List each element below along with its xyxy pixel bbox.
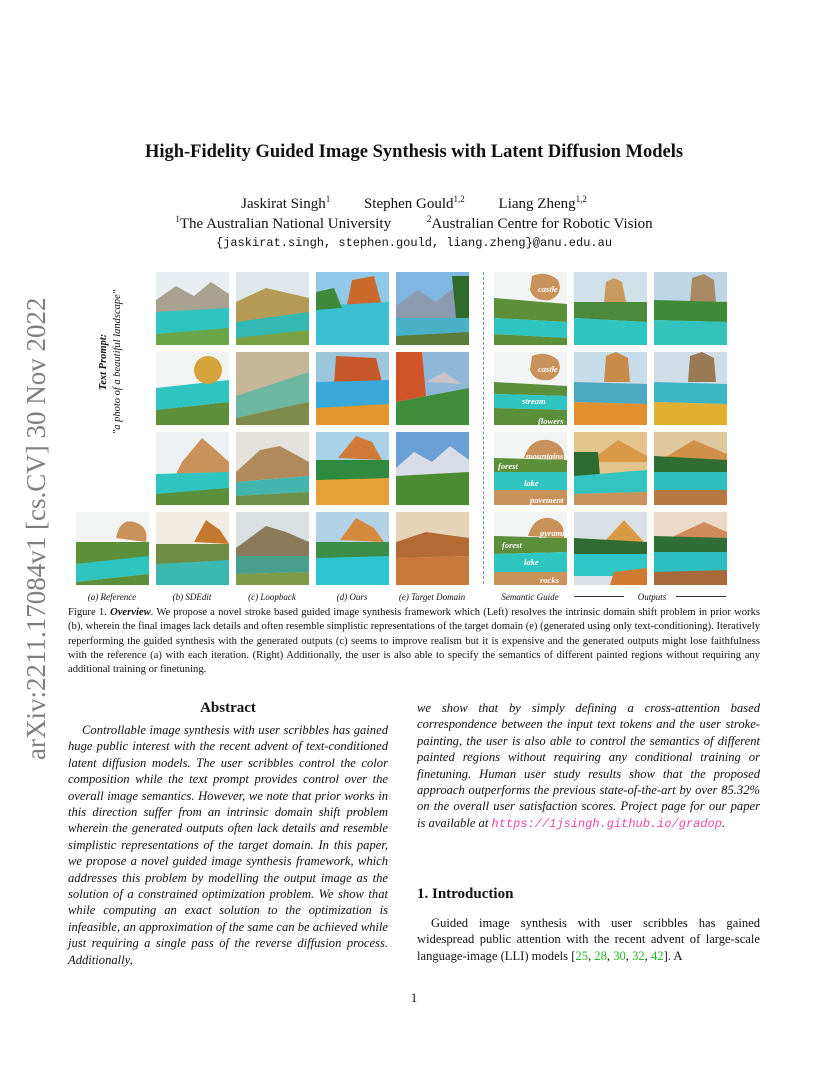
figure-tile [236,272,309,345]
region-label: rocks [540,575,559,585]
output-tile [654,512,727,585]
prompt-heading: Text Prompt: [98,333,109,391]
citation-link[interactable]: 25 [575,948,588,963]
region-label: forest [498,461,518,471]
column-label: (e) Target Domain [398,592,466,602]
figure-tile [396,432,469,505]
project-page-link[interactable]: https://1jsingh.github.io/gradop [491,816,722,831]
region-label: castle [538,364,558,374]
paper-title: High-Fidelity Guided Image Synthesis with Latent Diffusion Models [144,142,684,162]
column-label: (b) SDEdit [172,592,212,602]
intro-body: Guided image synthesis with user scribbles has gained widespread public attention with the recent advent of large-scale language-image (LLI) models [ [417,916,760,963]
abstract-continued [417,700,760,832]
affiliation-2: $^2$Australian Centre for Robotic Vision [426,214,653,232]
author-3: Liang Zheng$^{1,2}$ [498,194,587,212]
figure-tile [156,512,229,585]
reference-tile [76,512,149,585]
output-tile [654,432,727,505]
figure-tile [316,352,389,425]
link-end: . [721,815,726,830]
intro-tail: ]. A [663,948,683,963]
figure-tile [236,352,309,425]
figure-tile [396,272,469,345]
region-label: mountains [526,451,564,461]
citation-link[interactable]: 28 [594,948,607,963]
intro-heading: 1. Introduction [417,886,514,902]
author-2: Stephen Gould$^{1,2}$ [363,194,465,212]
region-label: forest [502,540,522,550]
figure-tile [316,512,389,585]
output-tile [574,352,647,425]
region-label: pyramid [540,528,569,538]
figure-divider [483,272,484,584]
region-label: flowers [538,416,564,426]
semantic-guide-tile [494,272,567,345]
figure-caption [68,606,760,677]
figure-tile [156,272,229,345]
intro-text: Guided image synthesis with user scribbles has gained widespread public attention with the recent advent of large-scale language-image (LLI) models [25, 28, 30, 32, 42]. A [417,916,760,963]
affiliation-1: $^1$The Australian National University [175,214,392,232]
output-tile [654,272,727,345]
region-label: lake [524,557,539,567]
output-tile [574,272,647,345]
caption-prefix: Figure 1. [68,607,107,618]
citation-link[interactable]: 42 [650,948,664,963]
semantic-guide-tile [494,352,567,425]
region-label: castle [538,284,558,294]
citation-link[interactable]: 32 [632,948,645,963]
author-1: Jaskirat Singh$^1$ [241,194,331,212]
output-tile [654,352,727,425]
column-label: (a) Reference [87,592,137,602]
author-emails: {jaskirat.singh, stephen.gould, liang.zheng}@anu.edu.au [215,236,613,250]
figure-tile [316,432,389,505]
figure-tile [156,352,229,425]
arxiv-stamp: arXiv:2211.17084v1 [cs.CV] 30 Nov 2022 [21,297,51,760]
arrow-line-right [676,596,726,597]
figure-tile [396,512,469,585]
figure-tile [396,352,469,425]
figure-tile [156,432,229,505]
region-label: pavement [530,495,564,505]
figure-tile [236,512,309,585]
caption-text: . We propose a novel stroke based guided image synthesis framework which (Left) resolves the intrinsic domain shift problem in prior works (b), wherein the final images lack details and often resemble simplistic representations of the target domain (e) (generated using only text-conditioning). Iteratively reperforming the guided synthesis with the generated outputs (c) seems to improve realism but it is expensive and the generated outputs might lose faithfulness with the reference (a) with each iteration. (Right) Additionally, the user is also able to specify the semantics of different painted regions without requiring any additional training or finetuning. [68,607,760,676]
prompt-text: "a photo of a beautiful landscape" [112,289,123,435]
column-label: Semantic Guide [501,592,559,602]
page-number: 1 [410,990,418,1005]
column-label: (c) Loopback [248,592,296,602]
figure-tile [316,272,389,345]
region-label: lake [524,478,539,488]
abstract-heading: Abstract [200,700,256,716]
output-tile [574,432,647,505]
figure-tile [236,432,309,505]
region-label: stream [522,396,546,406]
caption-bold: Overview [110,607,151,618]
abstract-text: Controllable image synthesis with user scribbles has gained huge public interest with the recent advent of text-conditioned latent diffusion models. The user scribbles control the color composition while the text prompt provides control over the overall image semantics. However, we note that prior works in this direction suffer from an intrinsic domain shift problem wherein the generated outputs often lack details and resemble simplistic representations of the target domain. In this paper, we propose a novel guided image synthesis framework, which addresses this problem by modelling the output image as the solution of a constrained optimization problem. We show that while computing an exact solution to the optimization is infeasible, an approximation of the same can be achieved while just requiring a single pass of the reverse diffusion process. Additionally, [68,723,388,967]
column-label: Outputs [637,592,667,602]
column-label: (d) Ours [336,592,368,602]
abstract-continued-text: we show that by simply defining a cross-attention based correspondence between the input text tokens and the user stroke-painting, the user is also able to control the semantics of different painted regions without requiring any conditional training or finetuning. Human user study results show that the proposed approach outperforms the previous state-of-the-art by over 85.32% on the overall user satisfaction scores. Project page for our paper is available at [417,701,760,830]
output-tile [574,512,647,585]
citation-link[interactable]: 30 [613,948,626,963]
